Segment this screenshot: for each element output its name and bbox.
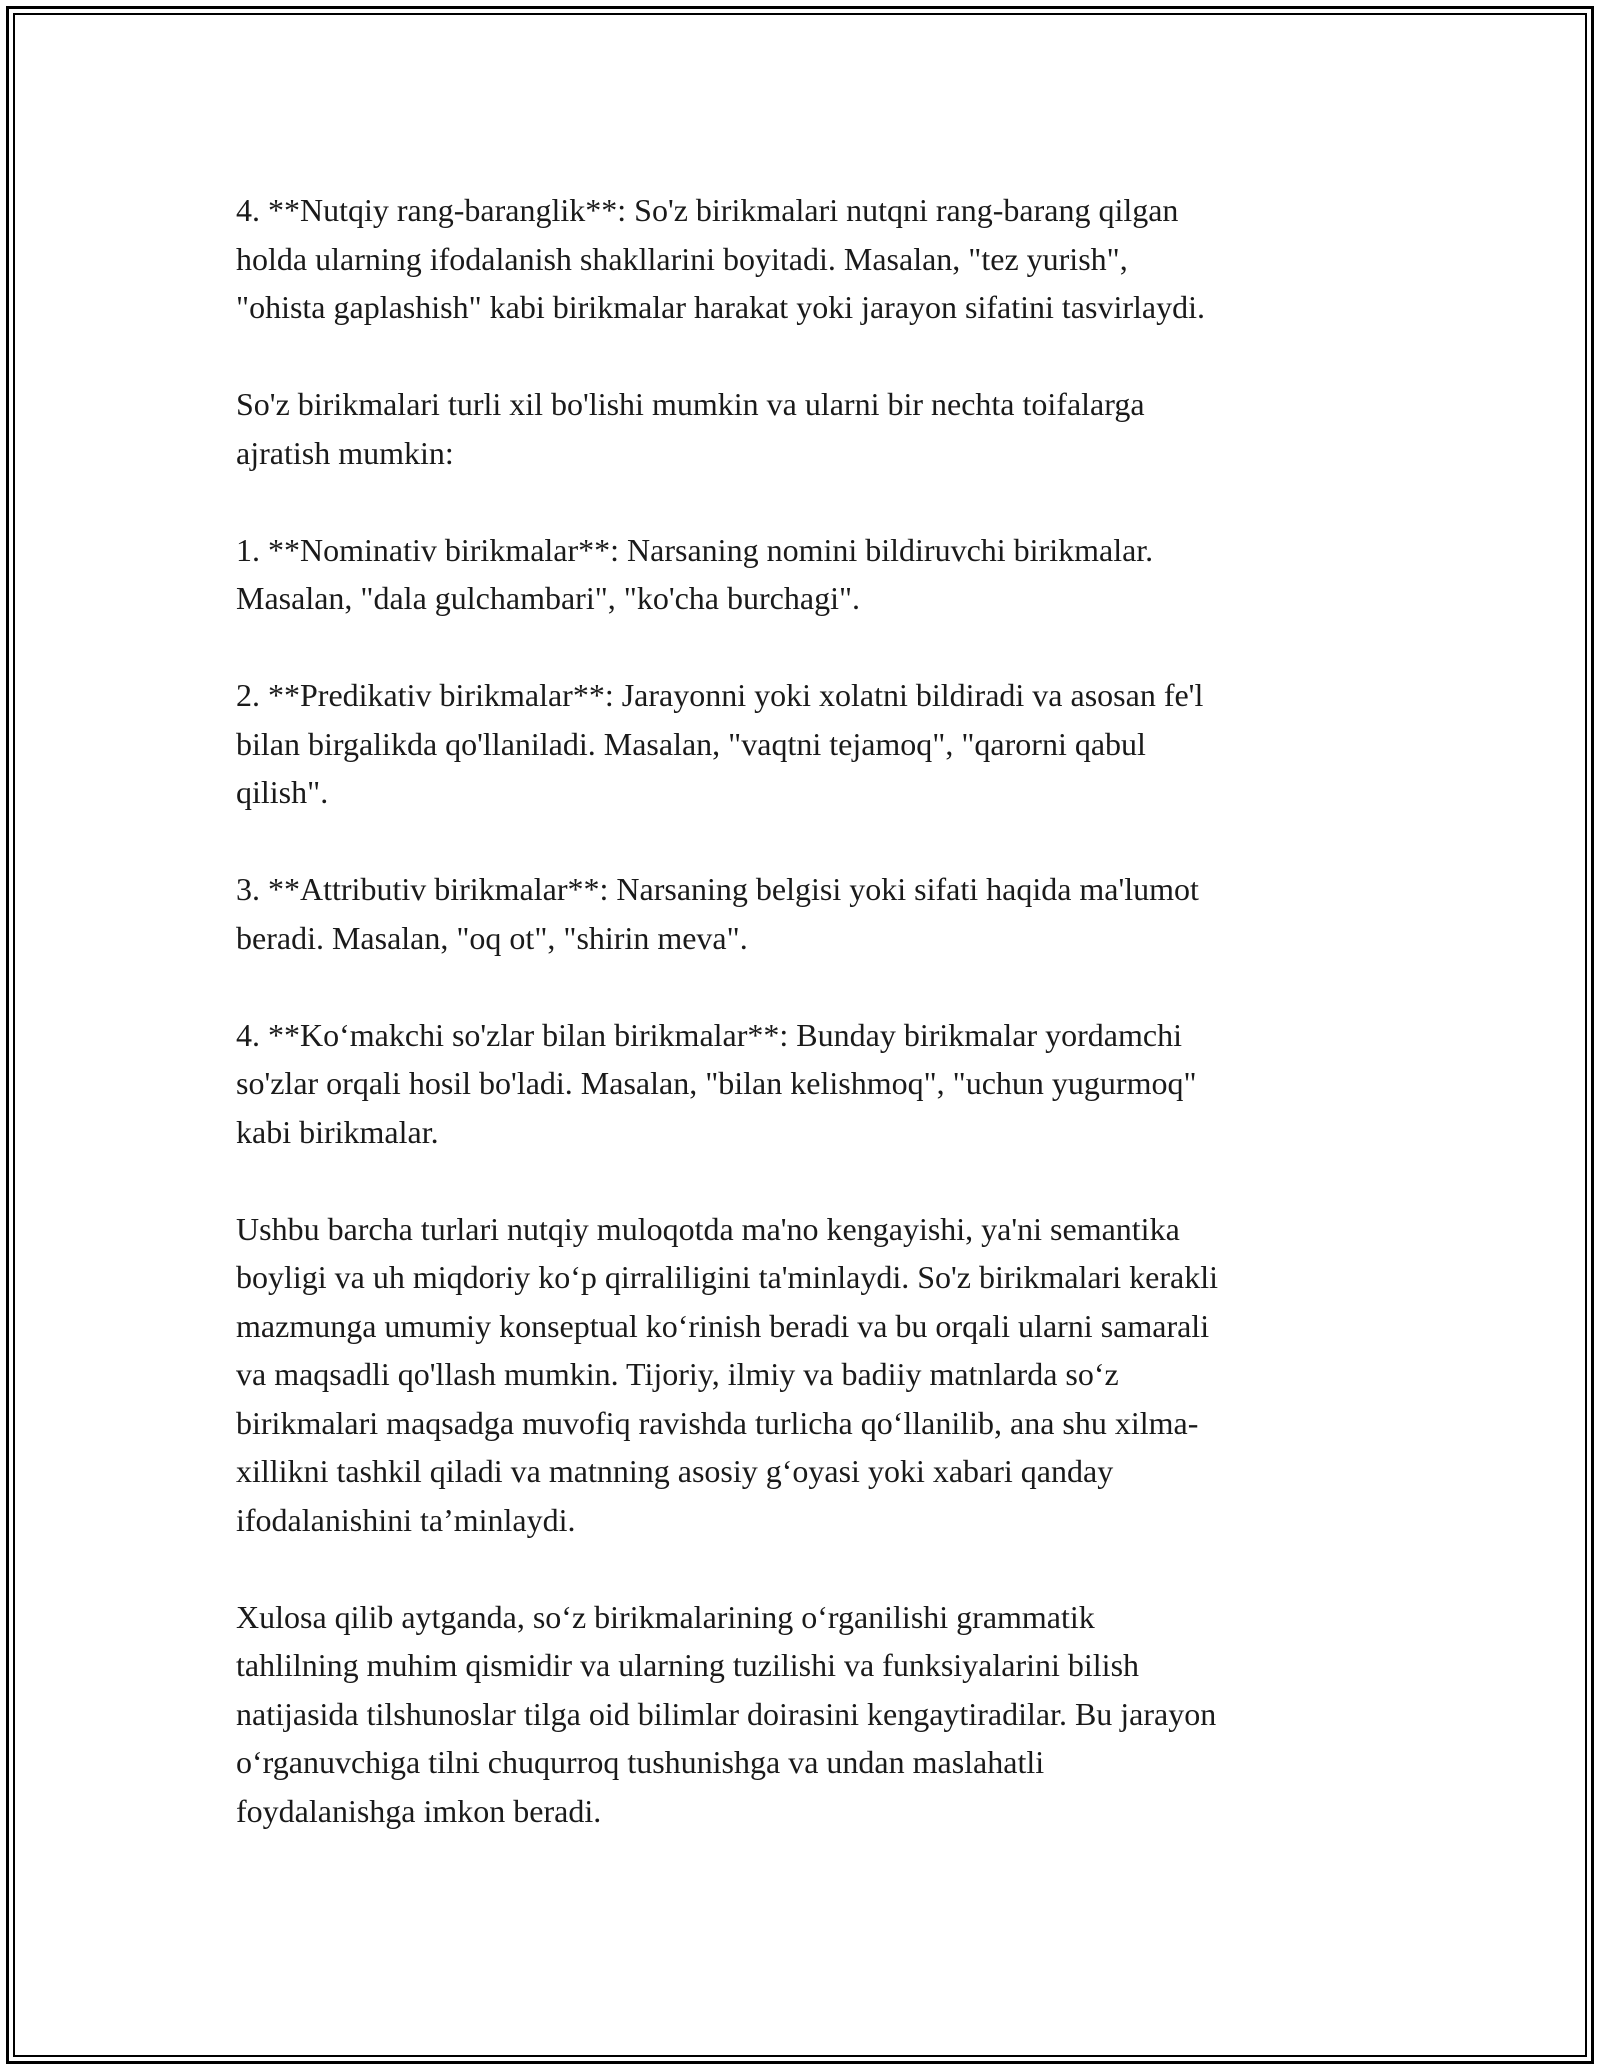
paragraph-predikativ: 2. **Predikativ birikmalar**: Jarayonni yoki xolatni bildiradi va asosan fe'l bilan birgalikda qo'llaniladi. Masalan, "vaqtni tejamoq", "qarorni qabul qilish". — [236, 677, 1204, 810]
paragraph-nutqiy-rang-baranglik: 4. **Nutqiy rang-baranglik**: So'z birikmalari nutqni rang-barang qilgan holda ularning ifodalanish shakllarini boyitadi. Masalan, "tez yurish", "ohista gaplashish" kabi birikmalar harakat yoki jarayon sifatini tasvirlaydi. — [236, 192, 1205, 325]
paragraph-komakchi: 4. **Ko‘makchi so'zlar bilan birikmalar**: Bunday birikmalar yordamchi so'zlar orqali hosil bo'ladi. Masalan, "bilan kelishmoq", "uchun yugurmoq" kabi birikmalar. — [236, 1016, 1197, 1150]
paragraph-nominativ: 1. **Nominativ birikmalar**: Narsaning nomini bildiruvchi birikmalar. Masalan, "dala gulchambari", "ko'cha burchagi". — [236, 531, 1154, 616]
paragraph-conclusion: Xulosa qilib aytganda, so‘z birikmalarining o‘rganilishi grammatik tahlilning muhim qismidir va ularning tuzilishi va funksiyalarini bilish natijasida tilshunoslar tilga oid bilimlar doirasini kengaytiradilar. Bu jarayon o‘rganuvchiga tilni chuqurroq tushunishga va undan maslahatli foydalanishga imkon beradi. — [236, 1598, 1217, 1829]
document-body — [236, 186, 1366, 1884]
paragraph-intro-types: So'z birikmalari turli xil bo'lishi mumkin va ularni bir nechta toifalarga ajratish mumkin: — [236, 386, 1145, 471]
paragraph-semantics: Ushbu barcha turlari nutqiy muloqotda ma'no kengayishi, ya'ni semantika boyligi va uh miqdoriy ko‘p qirraliligini ta'minlaydi. So'z birikmalari kerakli mazmunga umumiy konseptual ko‘rinish beradi va bu orqali ularni samarali va maqsadli qo'llash mumkin. Tijoriy, ilmiy va badiiy matnlarda so‘z birikmalari maqsadga muvofiq ravishda turlicha qo‘llanilib, ana shu xilma- xillikni tashkil qiladi va matnning asosiy g‘oyasi yoki xabari qanday ifodalanishini ta’minlaydi. — [236, 1210, 1219, 1538]
paragraph-attributiv: 3. **Attributiv birikmalar**: Narsaning belgisi yoki sifati haqida ma'lumot beradi. Masalan, "oq ot", "shirin meva". — [236, 871, 1199, 956]
